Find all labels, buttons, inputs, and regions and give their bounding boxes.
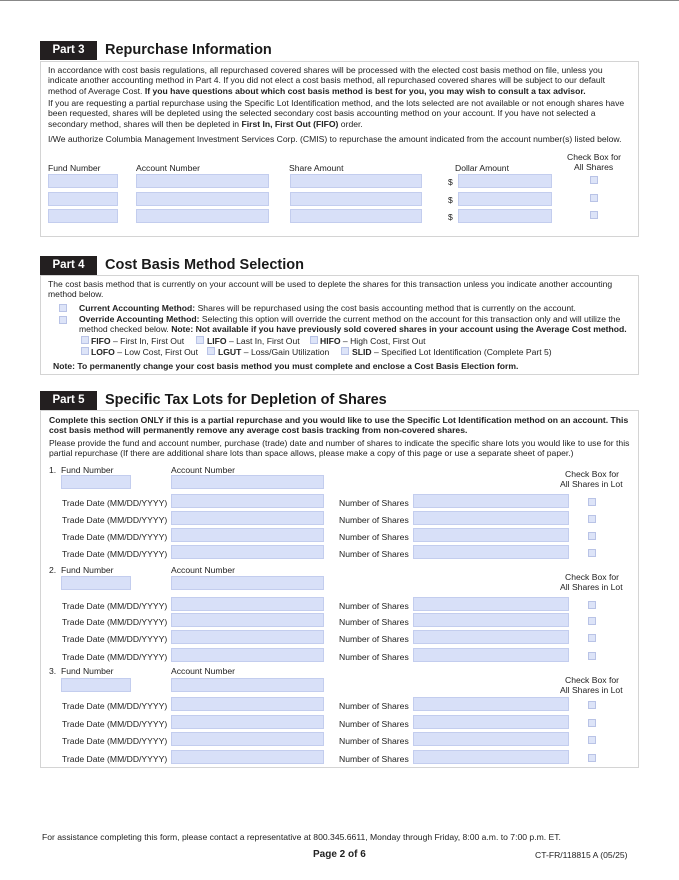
lot-account-number-label: Account Number <box>171 565 236 575</box>
trade-date-input[interactable] <box>171 715 324 729</box>
number-of-shares-input[interactable] <box>413 697 569 711</box>
form-code: CT-FR/118815 A (05/25) <box>535 850 628 860</box>
col-check-line2: All Shares <box>574 162 614 172</box>
trade-date-input[interactable] <box>171 750 324 764</box>
fifo-checkbox[interactable] <box>81 336 89 344</box>
part3-tag: Part 3 <box>40 41 97 60</box>
col-share-amount: Share Amount <box>289 163 344 173</box>
part3-share-amount-input[interactable] <box>290 192 422 206</box>
footer-assist: For assistance completing this form, please contact a representative at 800.345.6611, Monday through Friday, 8:00 a.m. to 7:00 p.m. ET. <box>42 832 561 842</box>
dollar-sign: $ <box>448 212 453 222</box>
trade-date-label: Trade Date (MM/DD/YYYY) <box>62 652 168 662</box>
part3-share-amount-input[interactable] <box>290 174 422 188</box>
lot-fund-number-label: Fund Number <box>61 565 114 575</box>
number-of-shares-input[interactable] <box>413 545 569 559</box>
lot-account-number-input[interactable] <box>171 678 324 692</box>
part3-share-amount-input[interactable] <box>290 209 422 223</box>
lot-check-line2: All Shares in Lot <box>560 685 623 695</box>
part3-dollar-amount-input[interactable] <box>458 209 552 223</box>
lot-fund-number-input[interactable] <box>61 576 131 590</box>
lofo-checkbox[interactable] <box>81 347 89 355</box>
trade-date-label: Trade Date (MM/DD/YYYY) <box>62 498 168 508</box>
trade-date-label: Trade Date (MM/DD/YYYY) <box>62 634 168 644</box>
part5-intro: Please provide the fund and account number, purchase (trade) date and number of shares to indicate the specific share lots you would like to use for this partial repurchase (If there are additional share lots than space allows, please make a copy of this page or use a separate sheet of paper.) <box>49 438 630 459</box>
number-of-shares-label: Number of Shares <box>339 601 409 611</box>
lot-check-line1: Check Box for <box>565 572 619 582</box>
trade-date-label: Trade Date (MM/DD/YYYY) <box>62 754 168 764</box>
number-of-shares-label: Number of Shares <box>339 498 409 508</box>
all-shares-in-lot-checkbox[interactable] <box>588 617 596 625</box>
lot-check-line1: Check Box for <box>565 469 619 479</box>
lot-account-number-label: Account Number <box>171 666 236 676</box>
trade-date-input[interactable] <box>171 494 324 508</box>
number-of-shares-input[interactable] <box>413 597 569 611</box>
part3-account-number-input[interactable] <box>136 174 269 188</box>
trade-date-label: Trade Date (MM/DD/YYYY) <box>62 701 168 711</box>
part3-title: Repurchase Information <box>105 42 272 58</box>
trade-date-input[interactable] <box>171 630 324 644</box>
number-of-shares-label: Number of Shares <box>339 652 409 662</box>
trade-date-input[interactable] <box>171 597 324 611</box>
all-shares-in-lot-checkbox[interactable] <box>588 719 596 727</box>
part3-fund-number-input[interactable] <box>48 192 118 206</box>
trade-date-label: Trade Date (MM/DD/YYYY) <box>62 601 168 611</box>
lgut-label: LGUT – Loss/Gain Utilization <box>218 347 330 357</box>
number-of-shares-label: Number of Shares <box>339 754 409 764</box>
number-of-shares-input[interactable] <box>413 750 569 764</box>
part5-title: Specific Tax Lots for Depletion of Shares <box>105 392 387 408</box>
col-check-line1: Check Box for <box>567 152 621 162</box>
part4-note: Note: To permanently change your cost basis method you must complete and enclose a Cost Basis Election form. <box>53 361 519 371</box>
all-shares-in-lot-checkbox[interactable] <box>588 515 596 523</box>
all-shares-in-lot-checkbox[interactable] <box>588 701 596 709</box>
lot-group-number: 1. <box>49 465 57 475</box>
trade-date-input[interactable] <box>171 697 324 711</box>
number-of-shares-label: Number of Shares <box>339 701 409 711</box>
part3-para-2: If you are requesting a partial repurchase using the Specific Lot Identification method, and the lots selected are not available or not enough shares have been requested, shares will be depleted using the selected secondary cost basis accounting method on your account. If you have not selected a secondary method, shares will then be depleted in First In, First Out (FIFO) order. <box>48 98 625 129</box>
lot-group-number: 2. <box>49 565 57 575</box>
number-of-shares-input[interactable] <box>413 715 569 729</box>
lot-account-number-input[interactable] <box>171 475 324 489</box>
part3-all-shares-checkbox[interactable] <box>590 211 598 219</box>
lot-check-line1: Check Box for <box>565 675 619 685</box>
trade-date-input[interactable] <box>171 511 324 525</box>
part3-dollar-amount-input[interactable] <box>458 174 552 188</box>
number-of-shares-input[interactable] <box>413 630 569 644</box>
trade-date-input[interactable] <box>171 528 324 542</box>
number-of-shares-input[interactable] <box>413 511 569 525</box>
number-of-shares-input[interactable] <box>413 528 569 542</box>
trade-date-label: Trade Date (MM/DD/YYYY) <box>62 617 168 627</box>
lot-account-number-input[interactable] <box>171 576 324 590</box>
dollar-sign: $ <box>448 195 453 205</box>
trade-date-label: Trade Date (MM/DD/YYYY) <box>62 549 168 559</box>
lofo-label: LOFO – Low Cost, First Out <box>91 347 198 357</box>
number-of-shares-input[interactable] <box>413 494 569 508</box>
lifo-label: LIFO – Last In, First Out <box>207 336 300 346</box>
trade-date-input[interactable] <box>171 545 324 559</box>
number-of-shares-label: Number of Shares <box>339 634 409 644</box>
part3-all-shares-checkbox[interactable] <box>590 194 598 202</box>
number-of-shares-label: Number of Shares <box>339 617 409 627</box>
current-method-label: Current Accounting Method: Shares will be repurchased using the cost basis accounting method that is currently on the account. <box>79 303 576 313</box>
all-shares-in-lot-checkbox[interactable] <box>588 532 596 540</box>
all-shares-in-lot-checkbox[interactable] <box>588 736 596 744</box>
trade-date-label: Trade Date (MM/DD/YYYY) <box>62 736 168 746</box>
lot-fund-number-input[interactable] <box>61 678 131 692</box>
top-rule <box>0 0 679 1</box>
hifo-label: HIFO – High Cost, First Out <box>320 336 426 346</box>
trade-date-input[interactable] <box>171 613 324 627</box>
part3-dollar-amount-input[interactable] <box>458 192 552 206</box>
part3-account-number-input[interactable] <box>136 209 269 223</box>
all-shares-in-lot-checkbox[interactable] <box>588 754 596 762</box>
lot-check-line2: All Shares in Lot <box>560 479 623 489</box>
number-of-shares-label: Number of Shares <box>339 549 409 559</box>
lot-account-number-label: Account Number <box>171 465 236 475</box>
part3-fund-number-input[interactable] <box>48 209 118 223</box>
trade-date-label: Trade Date (MM/DD/YYYY) <box>62 719 168 729</box>
number-of-shares-label: Number of Shares <box>339 532 409 542</box>
lot-fund-number-input[interactable] <box>61 475 131 489</box>
part3-all-shares-checkbox[interactable] <box>590 176 598 184</box>
hifo-checkbox[interactable] <box>310 336 318 344</box>
dollar-sign: $ <box>448 177 453 187</box>
all-shares-in-lot-checkbox[interactable] <box>588 549 596 557</box>
all-shares-in-lot-checkbox[interactable] <box>588 601 596 609</box>
trade-date-label: Trade Date (MM/DD/YYYY) <box>62 532 168 542</box>
override-method-checkbox[interactable] <box>59 316 67 324</box>
number-of-shares-input[interactable] <box>413 613 569 627</box>
part4-title: Cost Basis Method Selection <box>105 257 305 273</box>
override-method-label: Override Accounting Method: Selecting this option will override the current method on the account for this transaction only and will utilize the method checked below. Note: Not available if you have previously sold covered shares in your account using the Average Cost method. <box>79 314 627 335</box>
lot-check-line2: All Shares in Lot <box>560 582 623 592</box>
all-shares-in-lot-checkbox[interactable] <box>588 634 596 642</box>
trade-date-input[interactable] <box>171 648 324 662</box>
lot-fund-number-label: Fund Number <box>61 465 114 475</box>
number-of-shares-label: Number of Shares <box>339 736 409 746</box>
part4-intro: The cost basis method that is currently on your account will be used to deplete the shares for this transaction unless you indicate another accounting method below. <box>48 279 613 300</box>
fifo-label: FIFO – First In, First Out <box>91 336 185 346</box>
col-dollar-amount: Dollar Amount <box>455 163 509 173</box>
all-shares-in-lot-checkbox[interactable] <box>588 652 596 660</box>
lgut-checkbox[interactable] <box>207 347 215 355</box>
part3-para-3: I/We authorize Columbia Management Investment Services Corp. (CMIS) to repurchase the amount indicated from the account number(s) listed below. <box>48 134 622 144</box>
number-of-shares-input[interactable] <box>413 648 569 662</box>
trade-date-input[interactable] <box>171 732 324 746</box>
number-of-shares-input[interactable] <box>413 732 569 746</box>
part3-fund-number-input[interactable] <box>48 174 118 188</box>
col-account-number: Account Number <box>136 163 201 173</box>
lifo-checkbox[interactable] <box>196 336 204 344</box>
part3-account-number-input[interactable] <box>136 192 269 206</box>
part4-tag: Part 4 <box>40 256 97 275</box>
lot-fund-number-label: Fund Number <box>61 666 114 676</box>
part5-tag: Part 5 <box>40 391 97 410</box>
all-shares-in-lot-checkbox[interactable] <box>588 498 596 506</box>
part3-para-1: In accordance with cost basis regulations, all repurchased covered shares will be processed with the elected cost basis method on file, unless you indicate another accounting method in Part 4. If you did not elect a cost basis method, all repurchased covered shares will be subject to our default method of Average Cost. If you have questions about which cost basis method is best for you, you may wish to consult a tax advisor. <box>48 65 606 96</box>
number-of-shares-label: Number of Shares <box>339 719 409 729</box>
current-method-checkbox[interactable] <box>59 304 67 312</box>
lot-group-number: 3. <box>49 666 57 676</box>
col-fund-number: Fund Number <box>48 163 101 173</box>
number-of-shares-label: Number of Shares <box>339 515 409 525</box>
page-number: Page 2 of 6 <box>313 849 366 860</box>
slid-label: SLID – Specified Lot Identification (Complete Part 5) <box>352 347 552 357</box>
part5-bold-intro: Complete this section ONLY if this is a partial repurchase and you would like to use the Specific Lot Identification method on an account. This cost basis method will permanently remove any average cost basis tracking from non-covered shares. <box>49 415 629 436</box>
slid-checkbox[interactable] <box>341 347 349 355</box>
trade-date-label: Trade Date (MM/DD/YYYY) <box>62 515 168 525</box>
